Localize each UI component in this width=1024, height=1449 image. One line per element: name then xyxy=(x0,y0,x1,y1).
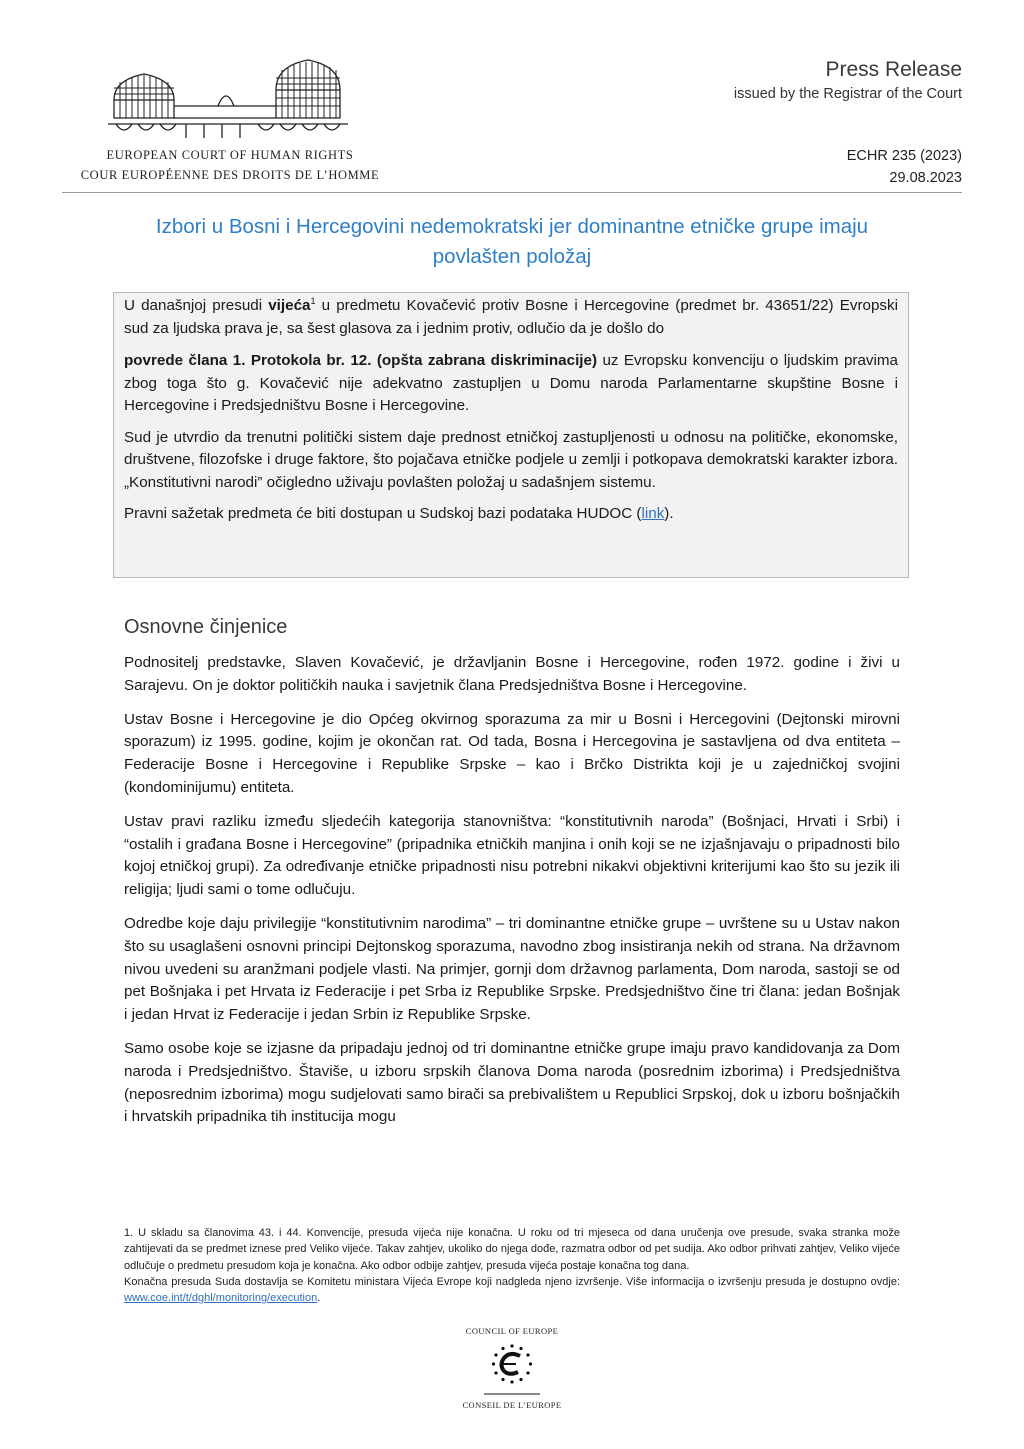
hudoc-link[interactable]: link xyxy=(641,505,665,522)
footnote-reference[interactable]: 1 xyxy=(310,295,316,306)
execution-link[interactable]: www.coe.int/t/dghl/monitoring/execution xyxy=(124,1292,318,1305)
summary-text: ). xyxy=(664,505,674,522)
summary-paragraph-3: Sud je utvrdio da trenutni politički sistem daje prednost etničkoj zastupljenosti u odnosu na političke, ekonomske, društvene, filozofske i druge faktore, što pojačava etničke podjele u zemlji i potkopava demokratski karakter izbora. „Konstitutivni narodi” očigledno uživaju povlašten položaj u sadašnjem sistemu. xyxy=(124,428,898,491)
press-release-date: 29.08.2023 xyxy=(889,170,962,186)
body-paragraph: Ustav pravi razliku između sljedećih kategorija stanovništva: “konstitutivnih naroda” (Bošnjaci, Hrvati i Srbi) i “ostalih i građana Bosne i Hercegovine” (pripadnika etničkih manjina i onih koji se ne izjašnjavaju o pripadnosti bilo kojoj etničkoj grupi). Za određivanje etničke pripadnosti nisu potrebni nikakvi objektivni kriterijumi kao što su jezik ili religija; ljudi sami o tome odlučuju. xyxy=(124,812,900,899)
press-release-label: Press Release xyxy=(825,58,962,81)
summary-text: uz Evropsku konvenciju o ljudskim pravima zbog toga što g. Kovačević nije adekvatno zastupljen u Domu naroda Parlamentarne skupštine Bosne i Hercegovine i Predsjedništvu Bosne i Hercegovine. xyxy=(124,352,898,414)
issued-by-label: issued by the Registrar of the Court xyxy=(733,86,962,102)
coe-name-english: COUNCIL OF EUROPE xyxy=(465,1326,559,1336)
body-paragraph: Ustav Bosne i Hercegovine je dio Općeg okvirnog sporazuma za mir u Bosni i Hercegovini (Dejtonski mirovni sporazum) iz 1995. godine, kojim je okončan rat. Od tada, Bosna i Hercegovina je sastavljena od dva entiteta – Federacije Bosne i Hercegovine i Republike Srpske – kao i Brčko Distrikta koji je u zajedničkoj svojini (kondominijumu) entiteta. xyxy=(124,710,900,796)
chamber-bold-text: vijeća xyxy=(268,297,311,314)
court-name-french: COUR EUROPÉENNE DES DROITS DE L’HOMME xyxy=(80,168,380,182)
footnote-paragraph-2 xyxy=(124,1274,900,1307)
page-title: Izbori u Bosni i Hercegovini nedemokratski jer dominantne etničke grupe imaju povlašten položaj xyxy=(155,215,869,268)
court-name-english: EUROPEAN COURT OF HUMAN RIGHTS xyxy=(106,148,354,162)
summary-paragraph-2 xyxy=(124,350,898,418)
body-paragraph: Odredbe koje daju privilegije “konstitutivnim narodima” – tri dominantne etničke grupe – uvrštene su u Ustav nakon što su usaglašeni osnovni principi Dejtonskog sporazuma, navodno zbog insistiranja nekih od strana. Na državnom nivou uvedeni su aranžmani podjele vlasti. Na primjer, gornji dom državnog parlamenta, Dom naroda, sastoji se od pet Bošnjaka i pet Hrvata iz Federacije i pet Srba iz Republike Srpske. Predsjedništvo čine tri člana: jedan Bošnjak i jedan Hrvat iz Federacije i jedan Srbin iz Republike Srpske. xyxy=(124,914,900,1024)
header-divider xyxy=(62,192,962,193)
summary-paragraph-4 xyxy=(124,503,898,526)
summary-text: Pravni sažetak predmeta će biti dostupan u Sudskoj bazi podataka HUDOC ( xyxy=(124,505,642,522)
footnote-paragraph-1: 1. U skladu sa članovima 43. i 44. Konvencije, presuda vijeća nije konačna. U roku od tri mjeseca od dana uručenja ove presude, svaka stranka može zahtijevati da se predmet iznese pred Veliko vijeće. Takav zahtjev, ukoliko do njega dođe, razmatra odbor od pet sudija. Ako odbor prihvati zahtjev, Veliko vijeće odlučuje o predmetu presudom koja je konačna. Ako odbor odbije zahtjev, presuda vijeća postaje konačna tog dana. xyxy=(124,1227,900,1272)
council-of-europe-logo xyxy=(456,1326,568,1412)
section-body xyxy=(124,652,900,1140)
coe-emblem-icon xyxy=(480,1338,544,1398)
summary-text: u predmetu Kovačević protiv Bosne i Hercegovine (predmet br. 43651/22) Evropski sud za ljudska prava je, sa šest glasova za i jednim protiv, odlučio da je došlo do xyxy=(124,297,898,337)
summary-paragraph-1 xyxy=(124,295,898,340)
footnote-text: . xyxy=(317,1292,321,1305)
court-building-logo-icon xyxy=(108,58,348,142)
violation-bold-text: povrede člana 1. Protokola br. 12. (opšta zabrana diskriminacije) xyxy=(124,352,598,369)
section-heading: Osnovne činjenice xyxy=(124,616,288,638)
summary-text: U današnjoj presudi xyxy=(124,297,269,314)
body-paragraph: Samo osobe koje se izjasne da pripadaju jednoj od tri dominantne etničke grupe imaju pravo kandidovanja za Dom naroda i Predsjedništvo. Štaviše, u izboru srpskih članova Doma naroda (posrednim izborima) i Predsjedništva (neposrednim izborima) mogu sudjelovati samo birači sa prebivalištem u Republici Srpskoj, dok u izboru bošnjačkih i hrvatskih pripadnika tih institucija mogu xyxy=(124,1039,900,1126)
footnote-text: Konačna presuda Suda dostavlja se Komitetu ministara Vijeća Evrope koji nadgleda njeno izvršenje. Više informacija o izvršenju presuda je dostupno ovdje: xyxy=(124,1275,900,1288)
footnote xyxy=(124,1225,900,1306)
court-logo xyxy=(60,58,400,188)
coe-name-french: CONSEIL DE L’EUROPE xyxy=(462,1400,562,1410)
summary-box xyxy=(113,292,909,578)
body-paragraph: Podnositelj predstavke, Slaven Kovačević, je državljanin Bosne i Hercegovine, rođen 1972. godine i živi u Sarajevu. On je doktor političkih nauka i savjetnik člana Predsjedništva Bosne i Hercegovine. xyxy=(124,654,900,694)
press-release-reference: ECHR 235 (2023) xyxy=(846,148,962,164)
